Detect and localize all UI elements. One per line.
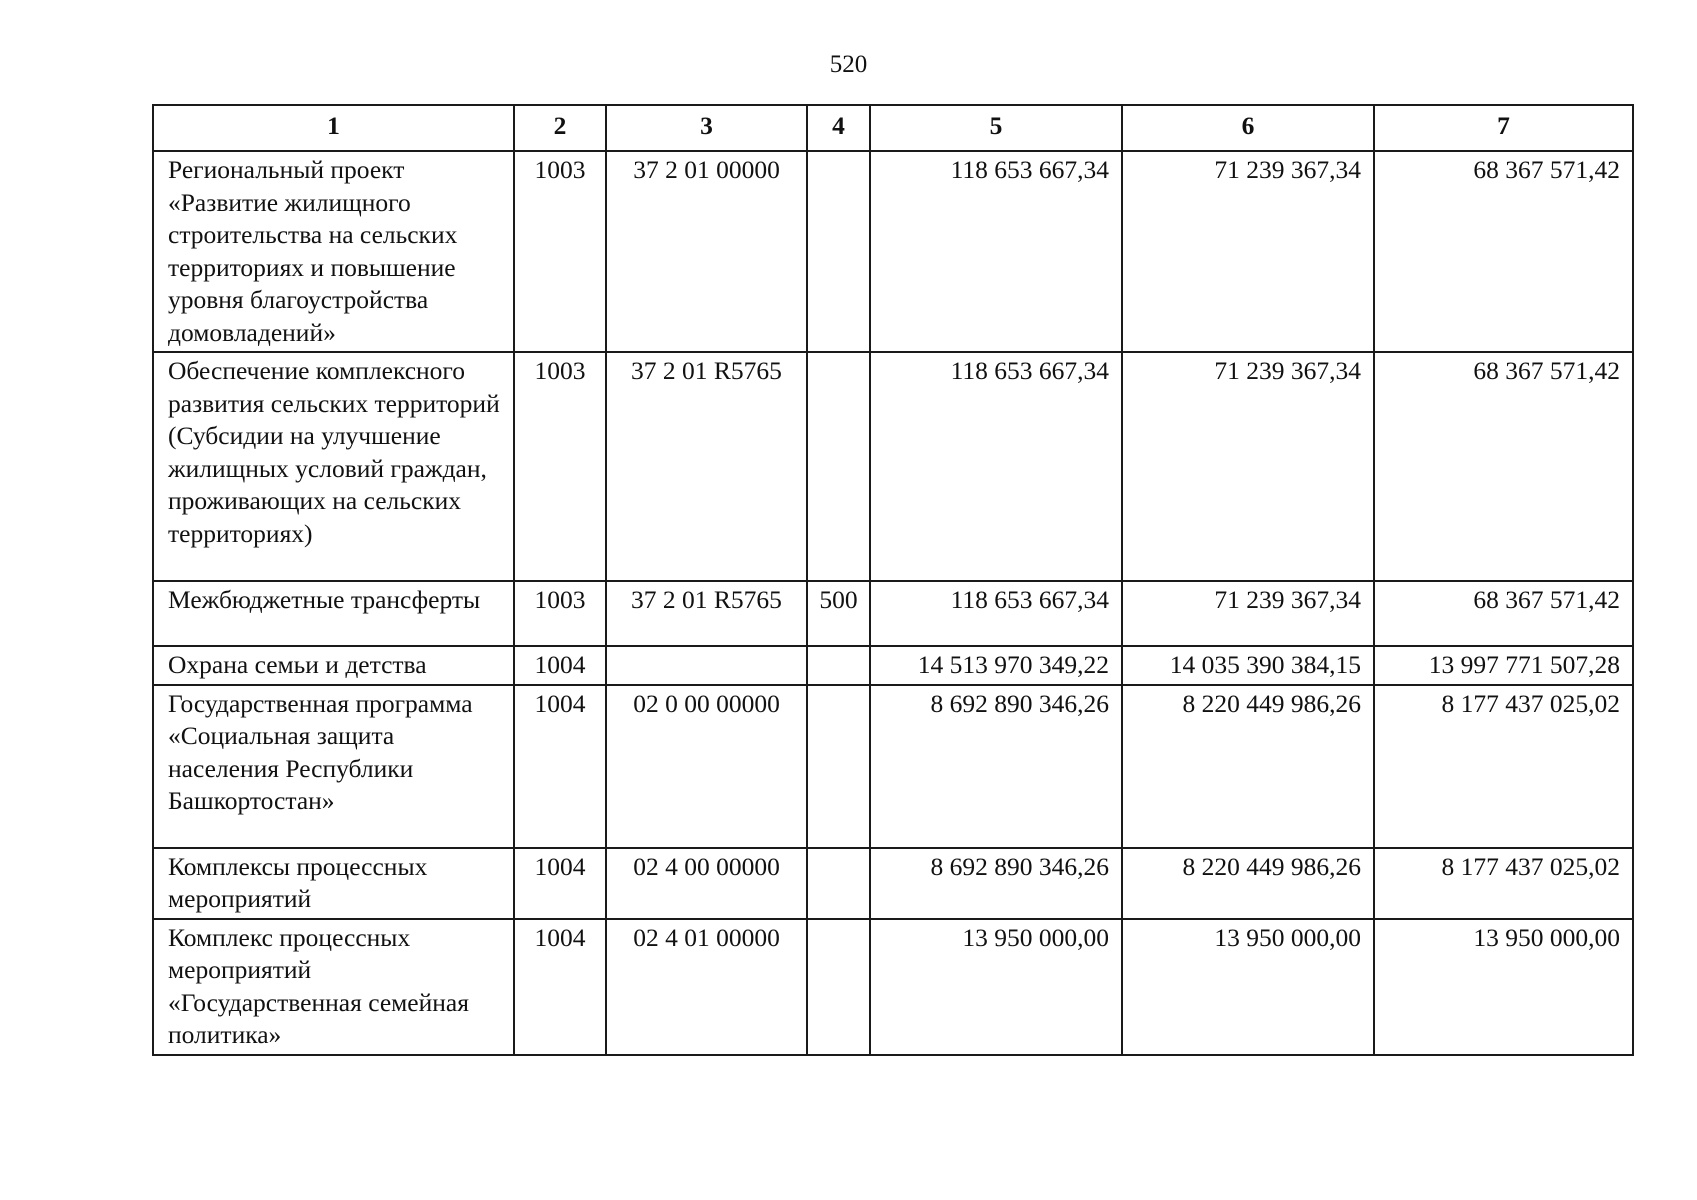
budget-table — [152, 104, 1634, 1056]
row-amount-col5: 118 653 667,34 — [870, 581, 1122, 646]
row-target-code: 37 2 01 R5765 — [606, 352, 807, 581]
table-row — [153, 581, 1633, 646]
header-col-4: 4 — [807, 105, 870, 151]
row-name: Региональный проект «Развитие жилищного строительства на сельских территориях и повышение уровня благоустройства домовладений» — [153, 151, 514, 352]
row-section-code: 1004 — [514, 646, 606, 685]
row-amount-col7: 13 950 000,00 — [1374, 919, 1633, 1055]
row-section-code: 1004 — [514, 919, 606, 1055]
header-col-5: 5 — [870, 105, 1122, 151]
row-section-code: 1003 — [514, 581, 606, 646]
row-amount-col5: 118 653 667,34 — [870, 352, 1122, 581]
row-expense-type — [807, 352, 870, 581]
row-name: Комплексы процессных мероприятий — [153, 848, 514, 919]
row-name: Охрана семьи и детства — [153, 646, 514, 685]
row-name: Государственная программа «Социальная защита населения Республики Башкортостан» — [153, 685, 514, 848]
table-row — [153, 151, 1633, 352]
row-name: Обеспечение комплексного развития сельских территорий (Субсидии на улучшение жилищных условий граждан, проживающих на сельских территориях) — [153, 352, 514, 581]
row-section-code: 1003 — [514, 352, 606, 581]
row-amount-col7: 68 367 571,42 — [1374, 581, 1633, 646]
row-amount-col6: 8 220 449 986,26 — [1122, 685, 1374, 848]
row-name: Комплекс процессных мероприятий «Государственная семейная политика» — [153, 919, 514, 1055]
row-amount-col7: 68 367 571,42 — [1374, 352, 1633, 581]
row-target-code: 37 2 01 00000 — [606, 151, 807, 352]
row-expense-type — [807, 919, 870, 1055]
row-target-code: 02 4 00 00000 — [606, 848, 807, 919]
row-target-code: 02 4 01 00000 — [606, 919, 807, 1055]
row-amount-col5: 14 513 970 349,22 — [870, 646, 1122, 685]
row-section-code: 1004 — [514, 685, 606, 848]
table-row — [153, 352, 1633, 581]
row-amount-col6: 8 220 449 986,26 — [1122, 848, 1374, 919]
row-expense-type — [807, 848, 870, 919]
row-amount-col6: 13 950 000,00 — [1122, 919, 1374, 1055]
header-col-6: 6 — [1122, 105, 1374, 151]
row-target-code: 37 2 01 R5765 — [606, 581, 807, 646]
row-amount-col7: 13 997 771 507,28 — [1374, 646, 1633, 685]
row-amount-col6: 71 239 367,34 — [1122, 151, 1374, 352]
header-col-1: 1 — [153, 105, 514, 151]
row-target-code — [606, 646, 807, 685]
row-name: Межбюджетные трансферты — [153, 581, 514, 646]
row-expense-type — [807, 151, 870, 352]
header-col-7: 7 — [1374, 105, 1633, 151]
row-amount-col5: 8 692 890 346,26 — [870, 848, 1122, 919]
row-expense-type: 500 — [807, 581, 870, 646]
row-amount-col5: 118 653 667,34 — [870, 151, 1122, 352]
row-amount-col7: 8 177 437 025,02 — [1374, 685, 1633, 848]
header-row — [153, 105, 1633, 151]
row-section-code: 1004 — [514, 848, 606, 919]
table-row — [153, 646, 1633, 685]
row-expense-type — [807, 685, 870, 848]
row-amount-col6: 14 035 390 384,15 — [1122, 646, 1374, 685]
row-section-code: 1003 — [514, 151, 606, 352]
row-amount-col7: 68 367 571,42 — [1374, 151, 1633, 352]
row-amount-col7: 8 177 437 025,02 — [1374, 848, 1633, 919]
row-target-code: 02 0 00 00000 — [606, 685, 807, 848]
table-row — [153, 919, 1633, 1055]
header-col-2: 2 — [514, 105, 606, 151]
row-amount-col6: 71 239 367,34 — [1122, 581, 1374, 646]
row-amount-col5: 8 692 890 346,26 — [870, 685, 1122, 848]
table-row — [153, 685, 1633, 848]
row-amount-col6: 71 239 367,34 — [1122, 352, 1374, 581]
page-number: 520 — [829, 51, 868, 78]
row-expense-type — [807, 646, 870, 685]
table-row — [153, 848, 1633, 919]
row-amount-col5: 13 950 000,00 — [870, 919, 1122, 1055]
header-col-3: 3 — [606, 105, 807, 151]
